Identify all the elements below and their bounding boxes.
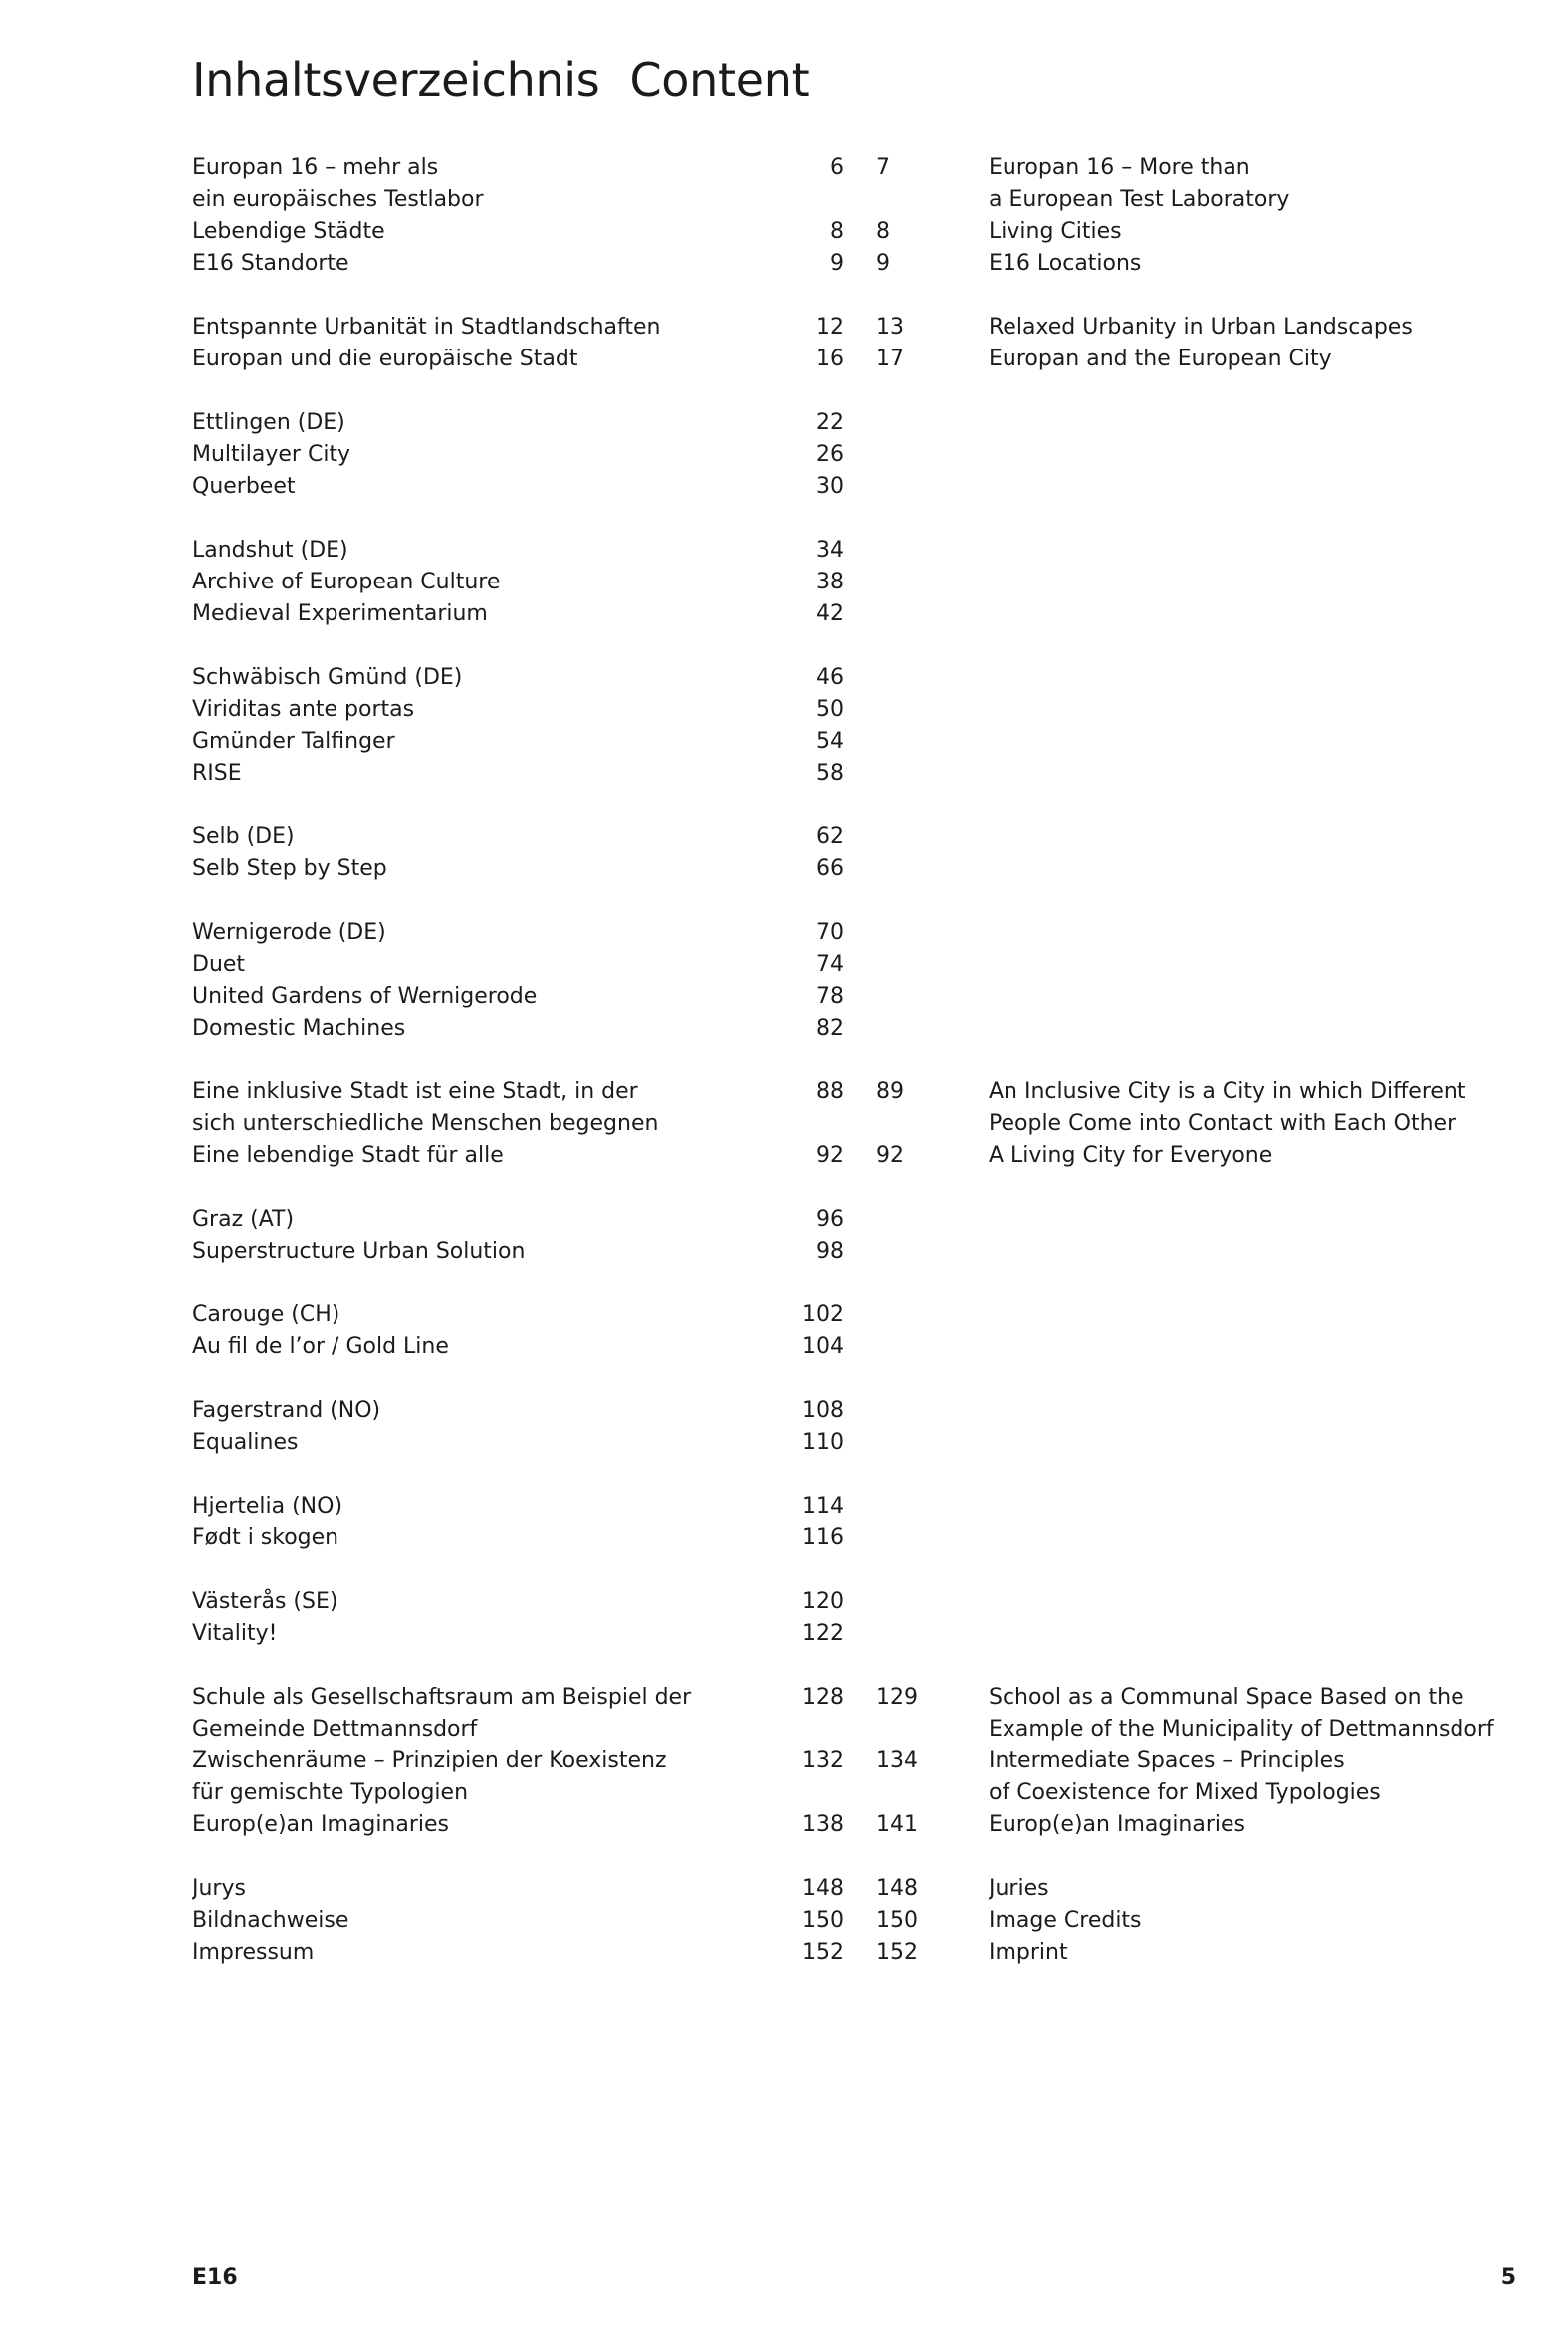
page-number-german: 82	[816, 1016, 844, 1041]
page-title	[192, 50, 809, 110]
toc-section	[0, 821, 1568, 885]
entry-title-german: Europ(e)an Imaginaries	[192, 1812, 450, 1837]
entry-title-german: RISE	[192, 761, 242, 786]
page-number-german: 110	[802, 1430, 844, 1455]
entry-title-german: Carouge (CH)	[192, 1302, 340, 1327]
toc-row	[0, 1714, 1568, 1746]
entry-title-german: Eine inklusive Stadt ist eine Stadt, in der	[192, 1079, 638, 1104]
toc-row	[0, 471, 1568, 503]
entry-title-english: School as a Communal Space Based on the	[989, 1685, 1464, 1710]
page-number-english: 129	[876, 1685, 918, 1710]
toc-row	[0, 598, 1568, 630]
toc-row	[0, 981, 1568, 1013]
page-number-german: 46	[816, 665, 844, 690]
entry-title-german: Västerås (SE)	[192, 1589, 338, 1614]
toc-section	[0, 312, 1568, 375]
toc-row	[0, 535, 1568, 567]
entry-title-german: Multilayer City	[192, 442, 351, 467]
entry-title-german: Landshut (DE)	[192, 538, 348, 563]
page-number-german: 132	[802, 1748, 844, 1773]
page-number-german: 116	[802, 1525, 844, 1550]
entry-title-german: Equalines	[192, 1430, 299, 1455]
page-number-german: 26	[816, 442, 844, 467]
toc-row	[0, 1777, 1568, 1809]
entry-title-english: People Come into Contact with Each Other	[989, 1111, 1456, 1136]
toc-section	[0, 917, 1568, 1045]
entry-title-german: Fagerstrand (NO)	[192, 1398, 381, 1423]
page-number-english: 150	[876, 1908, 918, 1933]
toc-section	[0, 152, 1568, 280]
page-number-german: 42	[816, 601, 844, 626]
page-number-german: 88	[816, 1079, 844, 1104]
page-number-english: 134	[876, 1748, 918, 1773]
page-number-german: 54	[816, 729, 844, 754]
entry-title-german: Querbeet	[192, 474, 296, 499]
page-number-german: 104	[802, 1334, 844, 1359]
page-number-german: 122	[802, 1621, 844, 1646]
entry-title-german: Superstructure Urban Solution	[192, 1239, 526, 1264]
toc-section	[0, 1586, 1568, 1650]
entry-title-english: Europan 16 – More than	[989, 155, 1250, 180]
entry-title-english: Intermediate Spaces – Principles	[989, 1748, 1345, 1773]
entry-title-german: Medieval Experimentarium	[192, 601, 488, 626]
page-number-english: 89	[876, 1079, 904, 1104]
toc-row	[0, 726, 1568, 758]
page-number-german: 50	[816, 697, 844, 722]
page-number-german: 150	[802, 1908, 844, 1933]
page-number-german: 66	[816, 856, 844, 881]
page-number-german: 6	[830, 155, 844, 180]
entry-title-german: für gemischte Typologien	[192, 1780, 469, 1805]
toc-section	[0, 1873, 1568, 1969]
entry-title-english: An Inclusive City is a City in which Different	[989, 1079, 1466, 1104]
entry-title-german: Eine lebendige Stadt für alle	[192, 1143, 504, 1168]
page-number-german: 92	[816, 1143, 844, 1168]
page-number-german: 30	[816, 474, 844, 499]
toc-row	[0, 1395, 1568, 1427]
page-number-german: 120	[802, 1589, 844, 1614]
page-number-english: 13	[876, 315, 904, 340]
toc-row	[0, 184, 1568, 216]
toc-row	[0, 248, 1568, 280]
page-number-german: 98	[816, 1239, 844, 1264]
footer-page-number: 5	[1500, 2265, 1516, 2290]
page-number-english: 148	[876, 1876, 918, 1901]
entry-title-german: ein europäisches Testlabor	[192, 187, 484, 212]
toc-row	[0, 1873, 1568, 1905]
toc-row	[0, 1140, 1568, 1172]
toc-row	[0, 1522, 1568, 1554]
toc-row	[0, 853, 1568, 885]
page-number-english: 92	[876, 1143, 904, 1168]
entry-title-german: E16 Standorte	[192, 251, 349, 276]
entry-title-english: A Living City for Everyone	[989, 1143, 1273, 1168]
entry-title-german: Gmünder Talfinger	[192, 729, 395, 754]
entry-title-english: Image Credits	[989, 1908, 1142, 1933]
entry-title-english: Juries	[989, 1876, 1049, 1901]
page-number-english: 8	[876, 219, 890, 244]
toc-section	[0, 1682, 1568, 1841]
toc-row	[0, 1236, 1568, 1268]
title-english: Content	[629, 53, 810, 107]
entry-title-german: Schwäbisch Gmünd (DE)	[192, 665, 463, 690]
table-of-contents	[0, 152, 1568, 2000]
page-number-german: 38	[816, 570, 844, 594]
entry-title-english: of Coexistence for Mixed Typologies	[989, 1780, 1381, 1805]
page-number-german: 16	[816, 347, 844, 371]
entry-title-german: Gemeinde Dettmannsdorf	[192, 1717, 478, 1742]
entry-title-english: Relaxed Urbanity in Urban Landscapes	[989, 315, 1413, 340]
toc-row	[0, 821, 1568, 853]
toc-row	[0, 1491, 1568, 1522]
entry-title-german: Graz (AT)	[192, 1207, 295, 1232]
toc-row	[0, 917, 1568, 949]
page-number-german: 138	[802, 1812, 844, 1837]
page-number-english: 152	[876, 1940, 918, 1965]
entry-title-german: United Gardens of Wernigerode	[192, 984, 538, 1009]
toc-row	[0, 1809, 1568, 1841]
page-number-english: 7	[876, 155, 890, 180]
toc-row	[0, 1108, 1568, 1140]
page-number-german: 148	[802, 1876, 844, 1901]
toc-section	[0, 407, 1568, 503]
toc-section	[0, 1076, 1568, 1172]
entry-title-german: Archive of European Culture	[192, 570, 501, 594]
toc-row	[0, 1937, 1568, 1969]
entry-title-english: Europ(e)an Imaginaries	[989, 1812, 1246, 1837]
toc-section	[0, 1491, 1568, 1554]
toc-section	[0, 662, 1568, 790]
page-number-german: 128	[802, 1685, 844, 1710]
toc-row	[0, 1299, 1568, 1331]
entry-title-german: Vitality!	[192, 1621, 278, 1646]
toc-row	[0, 344, 1568, 375]
entry-title-german: Ettlingen (DE)	[192, 410, 345, 435]
page-number-german: 114	[802, 1494, 844, 1518]
entry-title-german: Bildnachweise	[192, 1908, 349, 1933]
page-number-german: 8	[830, 219, 844, 244]
entry-title-english: a European Test Laboratory	[989, 187, 1290, 212]
toc-row	[0, 949, 1568, 981]
toc-row	[0, 567, 1568, 598]
page-number-german: 62	[816, 824, 844, 849]
entry-title-german: Selb (DE)	[192, 824, 295, 849]
entry-title-german: Hjertelia (NO)	[192, 1494, 343, 1518]
entry-title-german: Viriditas ante portas	[192, 697, 415, 722]
toc-section	[0, 1395, 1568, 1459]
toc-row	[0, 152, 1568, 184]
toc-row	[0, 1013, 1568, 1045]
entry-title-german: Europan 16 – mehr als	[192, 155, 439, 180]
toc-row	[0, 1204, 1568, 1236]
entry-title-english: Living Cities	[989, 219, 1122, 244]
page-number-german: 102	[802, 1302, 844, 1327]
toc-row	[0, 1746, 1568, 1777]
page-number-german: 70	[816, 920, 844, 945]
toc-row	[0, 662, 1568, 694]
page-number-german: 78	[816, 984, 844, 1009]
toc-row	[0, 1427, 1568, 1459]
toc-row	[0, 439, 1568, 471]
entry-title-german: sich unterschiedliche Menschen begegnen	[192, 1111, 659, 1136]
toc-section	[0, 1204, 1568, 1268]
entry-title-german: Europan und die europäische Stadt	[192, 347, 578, 371]
toc-section	[0, 1299, 1568, 1363]
entry-title-german: Selb Step by Step	[192, 856, 387, 881]
page-number-german: 74	[816, 952, 844, 977]
page-number-german: 96	[816, 1207, 844, 1232]
page-number-german: 58	[816, 761, 844, 786]
page-number-german: 152	[802, 1940, 844, 1965]
title-german: Inhaltsverzeichnis	[192, 53, 600, 107]
entry-title-german: Schule als Gesellschaftsraum am Beispiel der	[192, 1685, 692, 1710]
toc-row	[0, 1618, 1568, 1650]
toc-row	[0, 216, 1568, 248]
toc-row	[0, 694, 1568, 726]
entry-title-german: Zwischenräume – Prinzipien der Koexistenz	[192, 1748, 667, 1773]
toc-row	[0, 1682, 1568, 1714]
toc-row	[0, 1331, 1568, 1363]
entry-title-german: Domestic Machines	[192, 1016, 406, 1041]
toc-row	[0, 407, 1568, 439]
page-number-german: 12	[816, 315, 844, 340]
entry-title-german: Duet	[192, 952, 246, 977]
toc-row	[0, 758, 1568, 790]
footer-publication-label: E16	[192, 2265, 238, 2290]
toc-row	[0, 1076, 1568, 1108]
entry-title-english: E16 Locations	[989, 251, 1142, 276]
entry-title-german: Impressum	[192, 1940, 315, 1965]
entry-title-german: Entspannte Urbanität in Stadtlandschaften	[192, 315, 661, 340]
entry-title-english: Imprint	[989, 1940, 1068, 1965]
page-number-german: 108	[802, 1398, 844, 1423]
entry-title-german: Født i skogen	[192, 1525, 339, 1550]
entry-title-german: Wernigerode (DE)	[192, 920, 386, 945]
toc-row	[0, 312, 1568, 344]
page-number-english: 9	[876, 251, 890, 276]
page-number-english: 17	[876, 347, 904, 371]
page-number-german: 22	[816, 410, 844, 435]
page-number-german: 34	[816, 538, 844, 563]
toc-section	[0, 535, 1568, 630]
entry-title-german: Au fil de l’or / Gold Line	[192, 1334, 449, 1359]
toc-row	[0, 1905, 1568, 1937]
page-number-english: 141	[876, 1812, 918, 1837]
entry-title-english: Example of the Municipality of Dettmannsdorf	[989, 1717, 1494, 1742]
entry-title-english: Europan and the European City	[989, 347, 1332, 371]
toc-row	[0, 1586, 1568, 1618]
entry-title-german: Lebendige Städte	[192, 219, 385, 244]
entry-title-german: Jurys	[192, 1876, 246, 1901]
page-number-german: 9	[830, 251, 844, 276]
